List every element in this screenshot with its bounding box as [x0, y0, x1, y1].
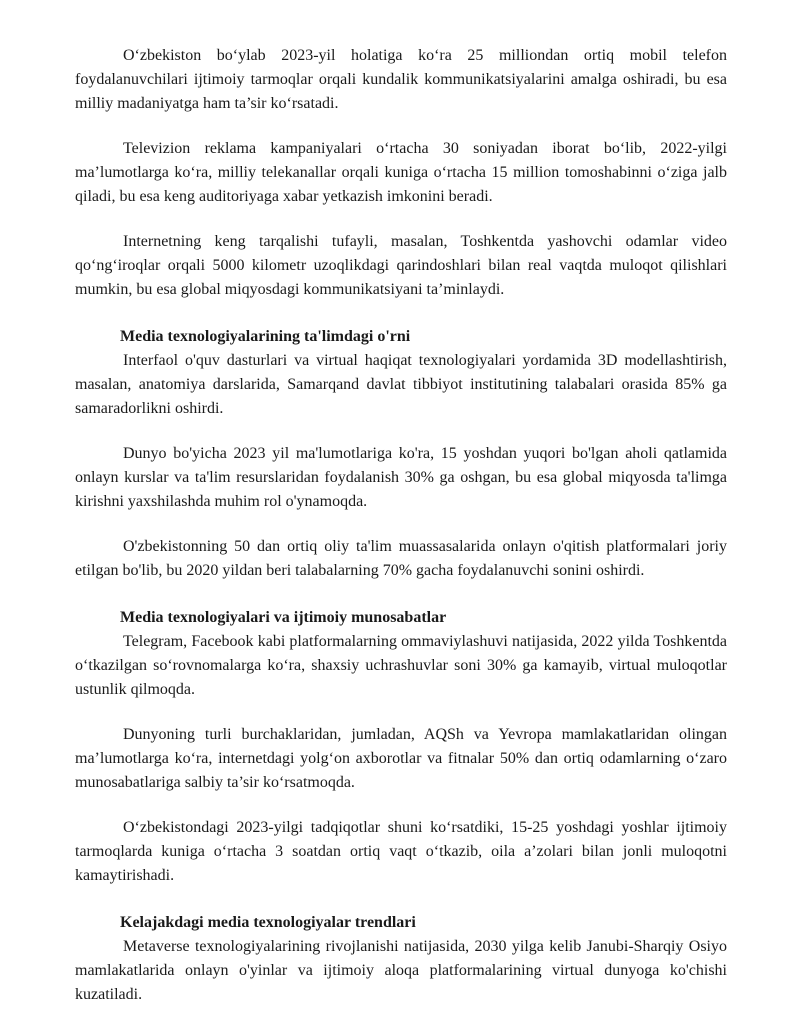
section-heading-future-trends: Kelajakdagi media texnologiyalar trendlari [120, 914, 416, 931]
paragraph: Dunyoning turli burchaklaridan, jumladan, AQSh va Yevropa mamlakatlaridan olingan ma’lumotlarga ko‘ra, internetdagi yolg‘on axborotlar va fitnalar 50% dan ortiq odamlarning o‘zaro munosabatlariga salbiy ta’sir ko‘rsatmoqda. [75, 726, 727, 791]
document-page [75, 44, 727, 1007]
paragraph: O'zbekistonning 50 dan ortiq oliy ta'lim muassasalarida onlayn o'qitish platformalari joriy etilgan bo'lib, bu 2020 yildan beri talabalarning 70% gacha foydalanuvchi sonini oshirdi. [75, 538, 727, 579]
paragraph: O‘zbekiston bo‘ylab 2023-yil holatiga ko‘ra 25 milliondan ortiq mobil telefon foydalanuvchilari ijtimoiy tarmoqlar orqali kundalik kommunikatsiyalarini amalga oshiradi, bu esa milliy madaniyatga ham ta’sir ko‘rsatadi. [75, 47, 727, 112]
section-heading-social-relations: Media texnologiyalari va ijtimoiy munosabatlar [120, 609, 447, 626]
paragraph: Televizion reklama kampaniyalari o‘rtacha 30 soniyadan iborat bo‘lib, 2022-yilgi ma’lumotlarga ko‘ra, milliy telekanallar orqali kuniga o‘rtacha 15 million tomoshabinni o‘ziga jalb qiladi, bu esa keng auditoriyaga xabar yetkazish imkonini beradi. [75, 140, 727, 205]
paragraph: Internetning keng tarqalishi tufayli, masalan, Toshkentda yashovchi odamlar video qo‘ng‘iroqlar orqali 5000 kilometr uzoqlikdagi qarindoshlari bilan real vaqtda muloqot qilishlari mumkin, bu esa global miqyosdagi kommunikatsiyani ta’minlaydi. [75, 233, 727, 298]
paragraph: Interfaol o'quv dasturlari va virtual haqiqat texnologiyalari yordamida 3D modellashtirish, masalan, anatomiya darslarida, Samarqand davlat tibbiyot institutining talabalari orasida 85% ga samaradorlikni oshirdi. [75, 352, 727, 417]
paragraph: O‘zbekistondagi 2023-yilgi tadqiqotlar shuni ko‘rsatdiki, 15-25 yoshdagi yoshlar ijtimoiy tarmoqlarda kuniga o‘rtacha 3 soatdan ortiq vaqt o‘tkazib, oila a’zolari bilan jonli muloqotni kamaytirishadi. [75, 819, 727, 884]
paragraph: Metaverse texnologiyalarining rivojlanishi natijasida, 2030 yilga kelib Janubi-Sharqiy Osiyo mamlakatlarida onlayn o'yinlar va ijtimoiy aloqa platformalarining virtual dunyoga ko'chishi kuzatiladi. [75, 938, 727, 1003]
paragraph: Dunyo bo'yicha 2023 yil ma'lumotlariga ko'ra, 15 yoshdan yuqori bo'lgan aholi qatlamida onlayn kurslar va ta'lim resurslaridan foydalanish 30% ga oshgan, bu esa global miqyosda ta'limga kirishni yaxshilashda muhim rol o'ynamoqda. [75, 445, 727, 510]
paragraph: Telegram, Facebook kabi platformalarning ommaviylashuvi natijasida, 2022 yilda Toshkentda o‘tkazilgan so‘rovnomalarga ko‘ra, shaxsiy uchrashuvlar soni 30% ga kamayib, virtual muloqotlar ustunlik qilmoqda. [75, 633, 727, 698]
section-heading-education: Media texnologiyalarining ta'limdagi o'rni [120, 328, 411, 345]
